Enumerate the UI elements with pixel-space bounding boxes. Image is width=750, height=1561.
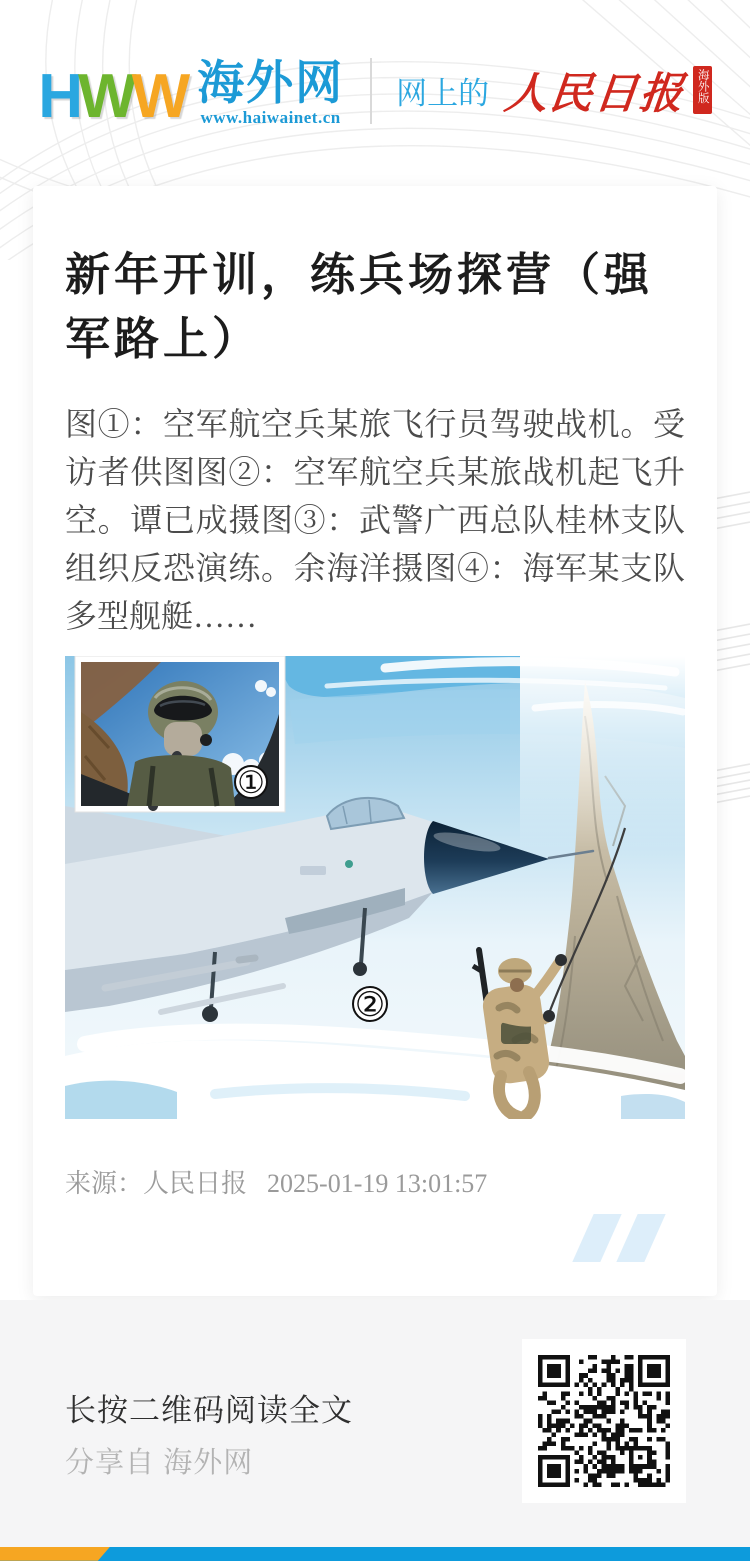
qr-code[interactable] (522, 1339, 686, 1503)
article-summary: 图①：空军航空兵某旅飞行员驾驶战机。受访者供图图②：空军航空兵某旅战机起飞升空。谭已成摄图③：武警广西总队桂林支队组织反恐演练。余海洋摄图④：海军某支队多型舰艇…… (65, 405, 685, 634)
timestamp: 2025-01-19 13:01:57 (267, 1168, 488, 1198)
site-name: 海外网 (197, 56, 345, 110)
article-title: 新年开训，练兵场探营（强军路上） (65, 250, 654, 364)
peoples-daily-script-logo: 人民日报 (502, 70, 688, 118)
photo-badge-1 (235, 765, 267, 800)
source-label: 来源： (65, 1168, 144, 1198)
source-name: 人民日报 (143, 1168, 248, 1198)
quote-bar (616, 1214, 665, 1262)
qr-code-pattern (538, 1355, 670, 1487)
header-divider (370, 58, 372, 124)
logo-letter-w1: W (78, 61, 132, 131)
haiwainet-logo[interactable] (38, 56, 345, 131)
site-url: www.haiwainet.cn (200, 107, 341, 127)
bottom-bar-orange-segment (0, 1547, 110, 1561)
peoples-daily-brand (396, 60, 712, 127)
logo-letter-w2: W (131, 61, 186, 131)
tagline: 网上的 (396, 75, 490, 111)
quote-bar (572, 1214, 621, 1262)
overseas-edition-seal: 海外版 (693, 66, 712, 114)
share-footer (0, 1300, 750, 1547)
article-image (65, 656, 685, 1119)
share-from: 分享自 海外网 (65, 1446, 254, 1479)
hww-logo-letters (38, 61, 186, 131)
site-header (0, 0, 750, 186)
article-card (33, 186, 717, 1296)
photo-badge-2 (353, 987, 387, 1024)
photo-badge-1-label: ① (237, 764, 265, 800)
cockpit-inset-photo (75, 656, 285, 812)
source-row (65, 1163, 685, 1200)
qr-hint: 长按二维码阅读全文 (65, 1392, 353, 1428)
logo-letter-h: H (38, 61, 79, 131)
photo-badge-2-label: ② (354, 986, 386, 1024)
quote-marks-decoration (65, 1214, 655, 1264)
bottom-bar (0, 1547, 750, 1561)
